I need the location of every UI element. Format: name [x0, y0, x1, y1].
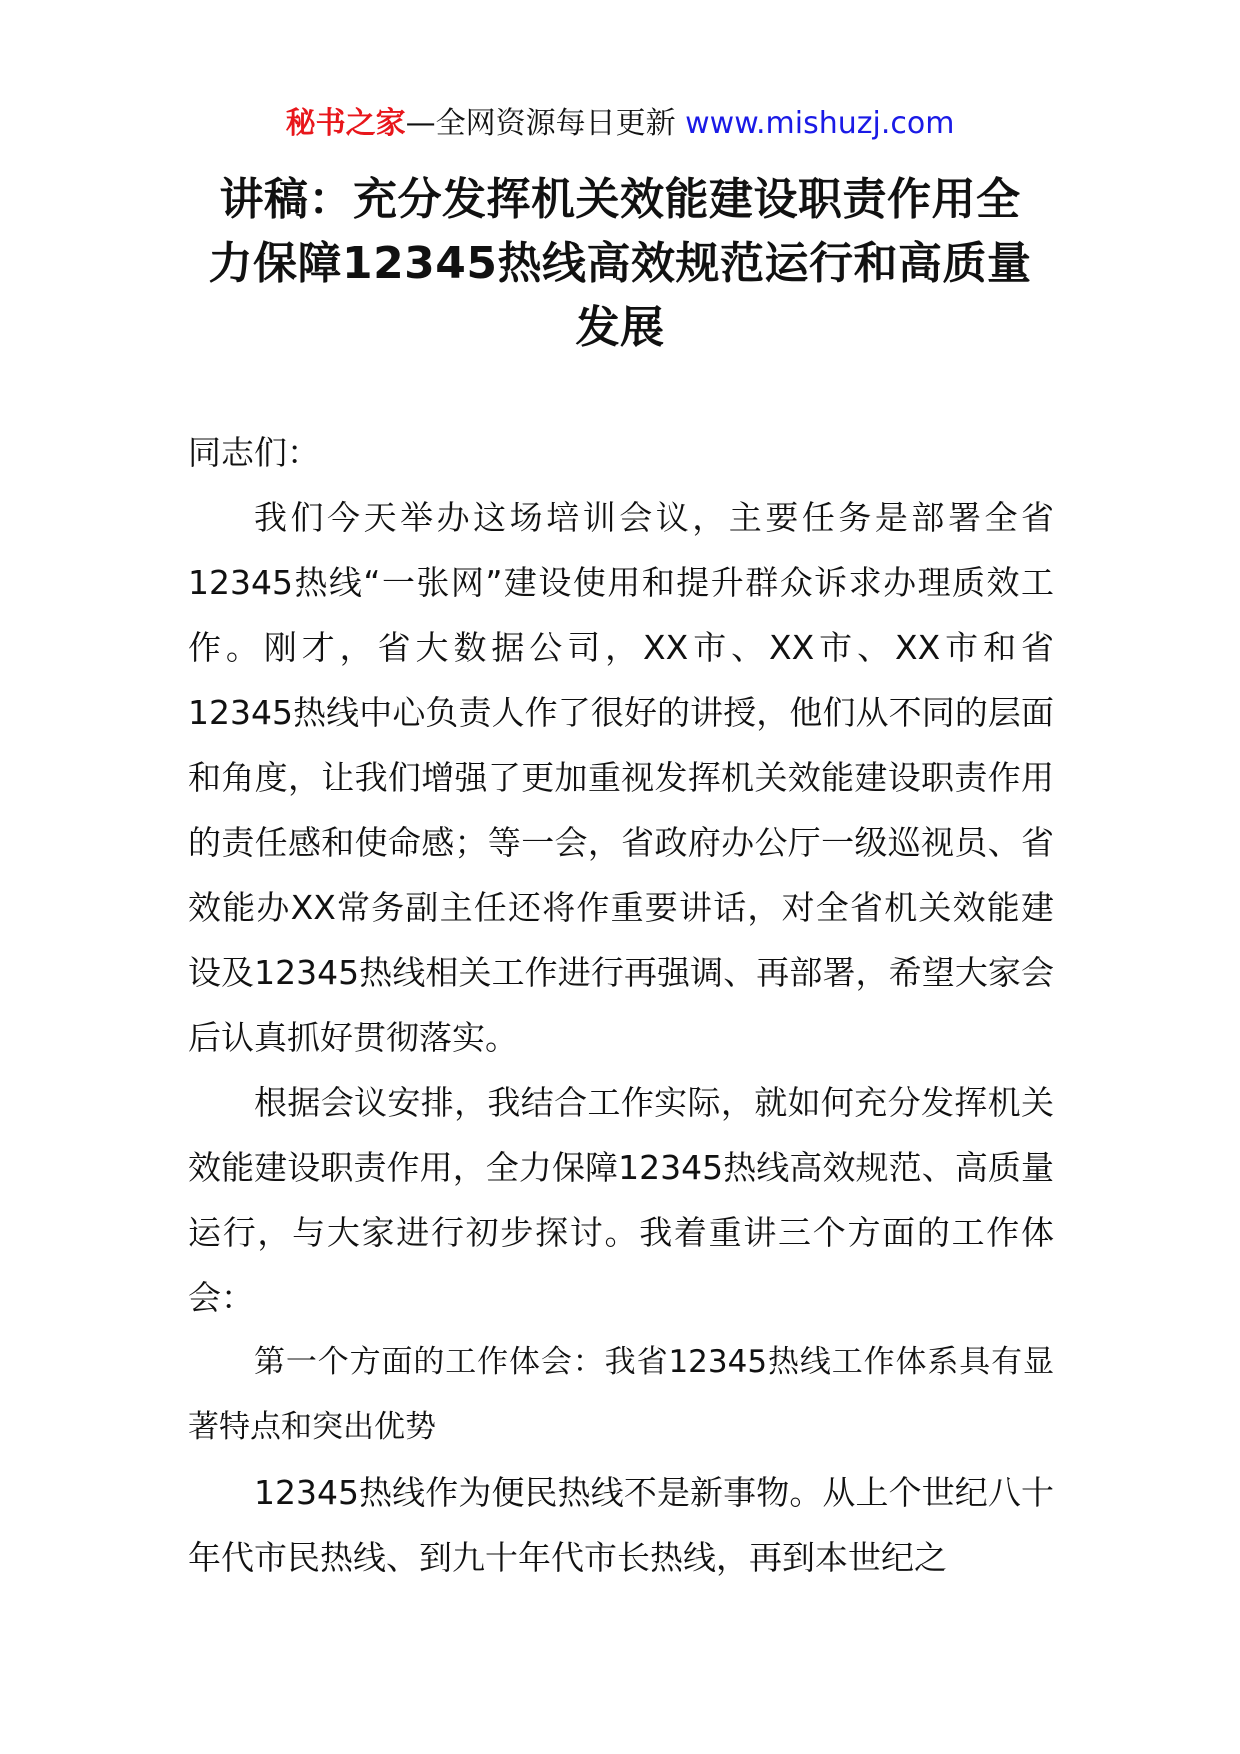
body-paragraph-1: 我们今天举办这场培训会议，主要任务是部署全省12345热线“一张网”建设使用和提升群众诉求办理质效工作。刚才，省大数据公司，XX市、XX市、XX市和省12345热线中心负责人作了很好的讲授，他们从不同的层面和角度，让我们增强了更加重视发挥机关效能建设职责作用的责任感和使命感；等一会，省政府办公厅一级巡视员、省效能办XX常务副主任还将作重要讲话，对全省机关效能建设及12345热线相关工作进行再强调、再部署，希望大家会后认真抓好贯彻落实。: [188, 498, 1054, 1057]
document-body: [188, 420, 1054, 1590]
site-tagline: —全网资源每日更新: [405, 106, 686, 141]
site-header: [0, 104, 1240, 144]
salutation: 同志们：: [188, 433, 320, 472]
site-brand: 秘书之家: [285, 106, 406, 141]
body-paragraph-2: 根据会议安排，我结合工作实际，就如何充分发挥机关效能建设职责作用，全力保障12345热线高效规范、高质量运行，与大家进行初步探讨。我着重讲三个方面的工作体会：: [188, 1083, 1054, 1317]
site-url-link[interactable]: www.mishuzj.com: [685, 106, 955, 141]
section-paragraph: 12345热线作为便民热线不是新事物。从上个世纪八十年代市民热线、到九十年代市长热线，再到本世纪之: [188, 1473, 1054, 1577]
section-heading: 第一个方面的工作体会：我省12345热线工作体系具有显著特点和突出优势: [188, 1344, 1054, 1445]
document-title: 讲稿：充分发挥机关效能建设职责作用全力保障12345热线高效规范运行和高质量发展: [208, 174, 1032, 353]
